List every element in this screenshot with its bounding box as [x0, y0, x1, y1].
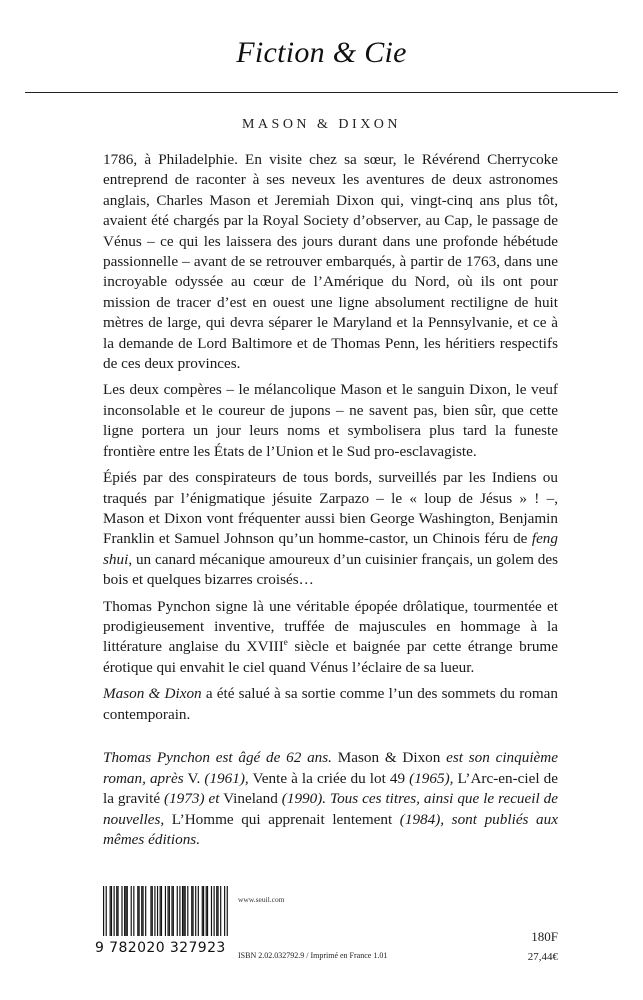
barcode-bar: [227, 886, 228, 936]
barcode-bar: [150, 886, 151, 936]
bio-title-3: Vente à la criée du lot 49: [248, 769, 410, 787]
barcode-bar: [154, 886, 155, 936]
bio-part-1: Thomas Pynchon est âgé de 62 ans.: [103, 749, 332, 766]
barcode-bar: [106, 886, 107, 936]
barcode-bar: [145, 886, 146, 936]
bio-title-2: V.: [183, 769, 205, 787]
barcode-bar: [165, 886, 166, 936]
blurb-p4-text-end: siècle et baignée par cette étrange brume érotique qui envahit le ciel quand Vénus l’éclaire de sa lueur.: [103, 638, 558, 676]
blurb-paragraph-5: [103, 684, 558, 725]
bio-part-2: est son cinquième roman, après: [103, 749, 558, 787]
barcode-bar: [137, 886, 138, 936]
blurb-p4-text: Thomas Pynchon signe là une véritable épopée drôlatique, tourmentée et prodigieusement inventive, truffée de majuscules en hommage à la littérature anglaise du: [103, 597, 558, 656]
barcode-bar: [142, 886, 143, 936]
publisher-website: www.seuil.com: [238, 895, 285, 904]
barcode-bar: [111, 886, 112, 936]
isbn-line: ISBN 2.02.032792.9 / Imprimé en France 1.01: [238, 951, 388, 960]
century-superscript: e: [283, 637, 288, 648]
book-title: MASON & DIXON: [241, 117, 402, 132]
century-numeral: XVIII: [246, 638, 284, 656]
bio-part-6: (1990). Tous ces titres, ainsi que le recueil de nouvelles,: [103, 790, 558, 828]
barcode-bar: [216, 886, 217, 936]
blurb-p5-italic: Mason & Dixon: [103, 685, 202, 703]
barcode-bar: [191, 886, 192, 936]
blurb-p3-text: Épiés par des conspirateurs de tous bords, surveillés par les Indiens ou traqués par l’énigmatique jésuite Zarpazo – le « loup de Jésus » ! –, Mason et Dixon vont fréquenter aussi bien George Washington, Benjamin Franklin et Samuel Johnson qu’un homme-castor, un Chinois féru de: [103, 469, 558, 548]
barcode-bar: [217, 886, 218, 936]
barcode-bar: [160, 886, 161, 936]
bio-title-4: L’Arc-en-ciel de la gravité: [103, 769, 558, 808]
barcode-bar: [182, 886, 183, 936]
bio-title-6: L’Homme qui apprenait lentement: [164, 810, 400, 828]
barcode-bar: [173, 886, 174, 936]
barcode-bar: [103, 886, 104, 936]
barcode-bar: [114, 886, 115, 936]
series-title: Fiction & Cie: [236, 36, 407, 69]
barcode-bar: [117, 886, 118, 936]
barcode-bar: [133, 886, 134, 936]
bio-title-1: Mason & Dixon: [331, 749, 447, 766]
barcode-bar: [179, 886, 180, 936]
barcode-bar: [202, 886, 203, 936]
barcode-bar: [206, 886, 207, 936]
barcode-bar: [110, 886, 111, 936]
barcode-bar: [161, 886, 162, 936]
barcode-bar: [139, 886, 140, 936]
blurb-paragraph-4: [103, 597, 558, 679]
barcode: [95, 880, 232, 965]
blurb-paragraph-1: 1786, à Philadelphie. En visite chez sa sœur, le Révérend Cherrycoke entreprend de raconter à ses neveux les aventures de deux astronomes anglais, Charles Mason et Jeremiah Dixon qui, vingt-cinq ans plus tôt, avaient été chargés par la Royal Society d’observer, au Cap, le passage de Vénus – ce qui les laissera des jours durant dans une profonde hébétude passionnelle – avant de se retrouver embarqués, à partir de 1763, dans une incroyable odyssée au cœur de l’Amérique du Nord, où ils ont pour mission de tracer d’est en ouest une ligne absolument rectiligne de huit mètres de large, qui devra séparer le Maryland et la Pennsylvanie, et ce à la demande de Lord Baltimore et de Thomas Penn, les héritiers respectifs de ces deux provinces.: [103, 151, 558, 373]
barcode-bar: [198, 886, 199, 936]
bio-title-5: Vineland: [219, 790, 282, 808]
barcode-bar: [214, 886, 215, 936]
barcode-bars: [103, 886, 228, 936]
author-bio: [103, 748, 558, 851]
blurb-text: [103, 150, 558, 731]
price-francs: 180F: [531, 929, 558, 944]
barcode-bar: [169, 886, 170, 936]
barcode-bar: [211, 886, 212, 936]
bio-part-3: (1961),: [204, 769, 249, 787]
barcode-bar: [224, 886, 225, 936]
barcode-bar: [183, 886, 184, 936]
bio-part-5: (1973) et: [164, 790, 220, 808]
blurb-p3-italic: feng shui: [103, 530, 558, 568]
barcode-bar: [167, 886, 168, 936]
bio-part-4: (1965),: [409, 769, 454, 787]
barcode-bar: [131, 886, 132, 936]
barcode-bar: [121, 886, 122, 936]
barcode-bar: [141, 886, 142, 936]
bio-part-7: (1984), sont publiés aux mêmes éditions.: [103, 810, 558, 849]
barcode-bar: [125, 886, 126, 936]
barcode-digits: 9 782020 327923: [95, 940, 226, 956]
barcode-bar: [207, 886, 208, 936]
header-divider: [25, 92, 618, 93]
barcode-bar: [185, 886, 186, 936]
blurb-paragraph-2: Les deux compères – le mélancolique Mason et le sanguin Dixon, le veuf inconsolable et le coureur de jupons – ne savent pas, bien sûr, que cette ligne portera un jour leurs noms et symbolisera plus tard la funeste frontière entre les États de l’Union et le Sud pro-esclavagiste.: [103, 381, 558, 460]
barcode-bar: [127, 886, 128, 936]
blurb-p5-text: a été salué à sa sortie comme l’un des sommets du roman contemporain.: [103, 685, 558, 723]
blurb-paragraph-3: [103, 468, 558, 590]
barcode-bar: [116, 886, 117, 936]
barcode-bar: [195, 886, 196, 936]
barcode-bar: [157, 886, 158, 936]
barcode-bar: [187, 886, 188, 936]
blurb-p3-text-end: , un canard mécanique amoureux d’un cuisinier français, un golem des bois et quelques bizarres croisés…: [103, 550, 558, 589]
price-euros: 27,44€: [527, 951, 558, 963]
barcode-bar: [192, 886, 193, 936]
barcode-bar: [171, 886, 172, 936]
barcode-bar: [152, 886, 153, 936]
barcode-bar: [124, 886, 125, 936]
barcode-bar: [203, 886, 204, 936]
barcode-bar: [220, 886, 221, 936]
barcode-bar: [177, 886, 178, 936]
